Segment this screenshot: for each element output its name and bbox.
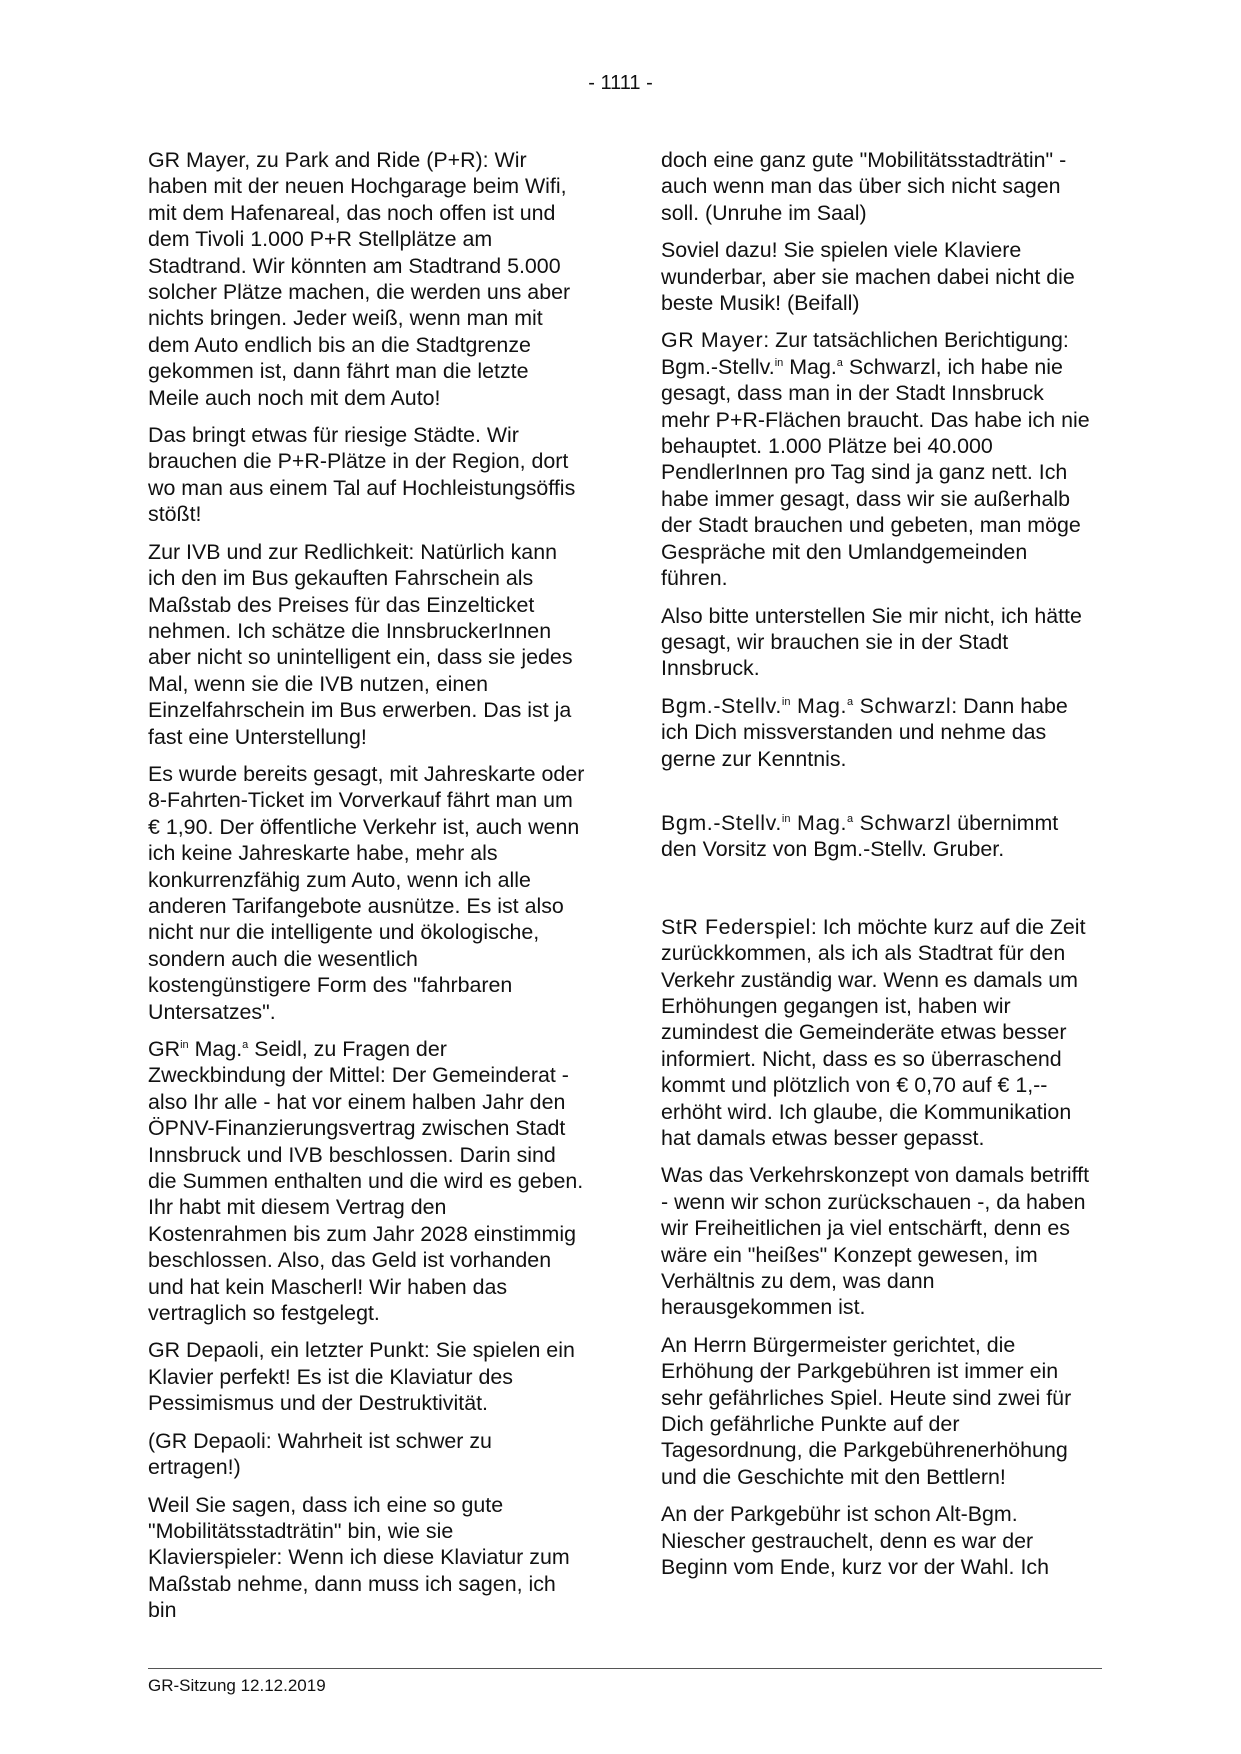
paragraph: Das bringt etwas für riesige Städte. Wir brauchen die P+R-Plätze in der Region, dort wo man aus einem Tal auf Hochleistungsöffis stößt! <box>148 423 576 527</box>
paragraph: Was das Verkehrskonzept von damals betrifft - wenn wir schon zurückschauen -, da haben wir Freiheitlichen ja viel entschärft, denn es wäre ein "heißes" Konzept gewesen, im Verhältnis zu dem, was dann herausgekommen ist. <box>661 1163 1090 1320</box>
speaker-name: Bgm.-Stellv. <box>661 693 782 718</box>
superscript: in <box>774 356 784 369</box>
speaker-name: Bgm.-Stellv. <box>661 810 782 835</box>
paragraph: An der Parkgebühr ist schon Alt-Bgm. Niescher gestrauchelt, denn es war der Beginn vom Ende, kurz vor der Wahl. Ich <box>661 1502 1049 1580</box>
superscript: in <box>781 695 791 708</box>
paragraph: GR Depaoli, ein letzter Punkt: Sie spielen ein Klavier perfekt! Es ist die Klaviatur des Pessimismus und der Destruktivität. <box>148 1338 575 1416</box>
paragraph-text: : Ich möchte kurz auf die Zeit zurückkommen, als ich als Stadtrat für den Verkehr zuständig war. Wenn es damals um Erhöhungen gegangen ist, haben wir zumindest die Gemeinderäte etwas besser informiert. Nicht, dass es so überraschend kommt und plötzlich von € 0,70 auf € 1,-- erhöht wird. Ich glaube, die Kommunikation hat damals etwas besser gepasst. <box>661 914 1086 1150</box>
footer: GR-Sitzung 12.12.2019 <box>148 1676 326 1695</box>
superscript: in <box>781 812 791 825</box>
speaker-name: GR Mayer <box>661 328 764 353</box>
paragraph <box>148 1036 585 1326</box>
footer-divider <box>148 1668 1102 1669</box>
speaker-name: Schwarzl <box>853 810 952 835</box>
paragraph <box>661 914 1098 1152</box>
superscript: a <box>836 356 843 369</box>
paragraph: doch eine ganz gute "Mobilitätsstadträtin" - auch wenn man das über sich nicht sagen soll. (Unruhe im Saal) <box>661 148 1067 225</box>
paragraph: Soviel dazu! Sie spielen viele Klaviere wunderbar, aber sie machen dabei nicht die beste Musik! (Beifall) <box>661 238 1075 316</box>
paragraph-text: Mag. <box>783 354 837 379</box>
left-column <box>148 147 585 1635</box>
paragraph: Es wurde bereits gesagt, mit Jahreskarte oder 8-Fahrten-Ticket im Vorverkauf fährt man um € 1,90. Der öffentliche Verkehr ist, auch wenn ich keine Jahreskarte habe, mehr als konkurrenzfähig zum Auto, wenn ich alle anderen Tarifangebote ausnütze. Es ist also nicht nur die intelligente und ökologische, sondern auch die wesentlich kostengünstigere Form des "fahrbaren Untersatzes". <box>148 761 585 1024</box>
right-column <box>661 147 1098 1592</box>
superscript: a <box>242 1039 249 1051</box>
spacer <box>661 783 1098 810</box>
speaker-name: Mag. <box>790 693 847 718</box>
page-number: - 1111 - <box>588 72 653 94</box>
speaker-title: GR <box>148 1037 181 1061</box>
paragraph-text: übernimmt den Vorsitz von Bgm.-Stellv. Gruber. <box>661 810 1059 862</box>
paragraph <box>661 810 1098 863</box>
superscript: in <box>180 1039 189 1051</box>
paragraph <box>661 693 1098 772</box>
paragraph: (GR Depaoli: Wahrheit ist schwer zu ertragen!) <box>148 1428 492 1480</box>
paragraph: An Herrn Bürgermeister gerichtet, die Erhöhung der Parkgebühren ist immer ein sehr gefährliches Spiel. Heute sind zwei für Dich gefährliche Punkte auf der Tagesordnung, die Parkgebührenerhöhung und die Geschichte mit den Bettlern! <box>661 1332 1072 1489</box>
paragraph: GR Mayer, zu Park and Ride (P+R): Wir haben mit der neuen Hochgarage beim Wifi, mit dem Hafenareal, das noch offen ist und dem Tivoli 1.000 P+R Stellplätze am Stadtrand. Wir könnten am Stadtrand 5.000 solcher Plätze machen, die werden uns aber nichts bringen. Jeder weiß, wenn man mit dem Auto endlich bis an die Stadtgrenze gekommen ist, dann fährt man die letzte Meile auch noch mit dem Auto! <box>148 148 571 410</box>
speaker-name: Mag. <box>790 810 847 835</box>
paragraph-text: Seidl, zu Fragen der Zweckbindung der Mittel: Der Gemeinderat - also Ihr alle - hat vor einem halben Jahr den ÖPNV-Finanzierungsvertrag zwischen Stadt Innsbruck und IVB beschlossen. Darin sind die Summen enthalten und die wird es geben. Ihr habt mit diesem Vertrag den Kostenrahmen bis zum Jahr 2028 einstimmig beschlossen. Also, das Geld ist vorhanden und hat kein Mascherl! Wir haben das vertraglich so festgelegt. <box>148 1037 584 1326</box>
speaker-name: Schwarzl <box>853 693 952 718</box>
paragraph-text: : Zur tatsächlichen Berichtigung: Bgm.-Stellv. <box>661 328 1069 379</box>
paragraph <box>661 327 1098 591</box>
paragraph: Also bitte unterstellen Sie mir nicht, ich hätte gesagt, wir brauchen sie in der Stadt Innsbruck. <box>661 603 1082 681</box>
paragraph: Weil Sie sagen, dass ich eine so gute "Mobilitätsstadträtin" bin, wie sie Klavierspieler: Wenn ich diese Klaviatur zum Maßstab nehme, dann muss ich sagen, ich bin <box>148 1492 570 1623</box>
speaker-name: StR Federspiel <box>661 914 811 939</box>
superscript: a <box>846 812 854 825</box>
superscript: a <box>846 695 854 708</box>
paragraph-text: : Dann habe ich Dich missverstanden und nehme das gerne zur Kenntnis. <box>661 693 1068 771</box>
spacer <box>661 874 1098 914</box>
paragraph: Zur IVB und zur Redlichkeit: Natürlich kann ich den im Bus gekauften Fahrschein als Maßstab des Preises für das Einzelticket nehmen. Ich schätze die InnsbruckerInnen aber nicht so unintelligent ein, dass sie jedes Mal, wenn sie die IVB nutzen, einen Einzelfahrschein im Bus erwerben. Das ist ja fast eine Unterstellung! <box>148 539 573 749</box>
speaker-title: Mag. <box>188 1037 243 1061</box>
paragraph-text: Schwarzl, ich habe nie gesagt, dass man in der Stadt Innsbruck mehr P+R-Flächen braucht. Das habe ich nie behauptet. 1.000 Plätze bei 40.000 PendlerInnen pro Tag sind ja ganz nett. Ich habe immer gesagt, dass wir sie außerhalb der Stadt brauchen und gebeten, man möge Gespräche mit den Umlandgemeinden führen. <box>661 354 1090 591</box>
